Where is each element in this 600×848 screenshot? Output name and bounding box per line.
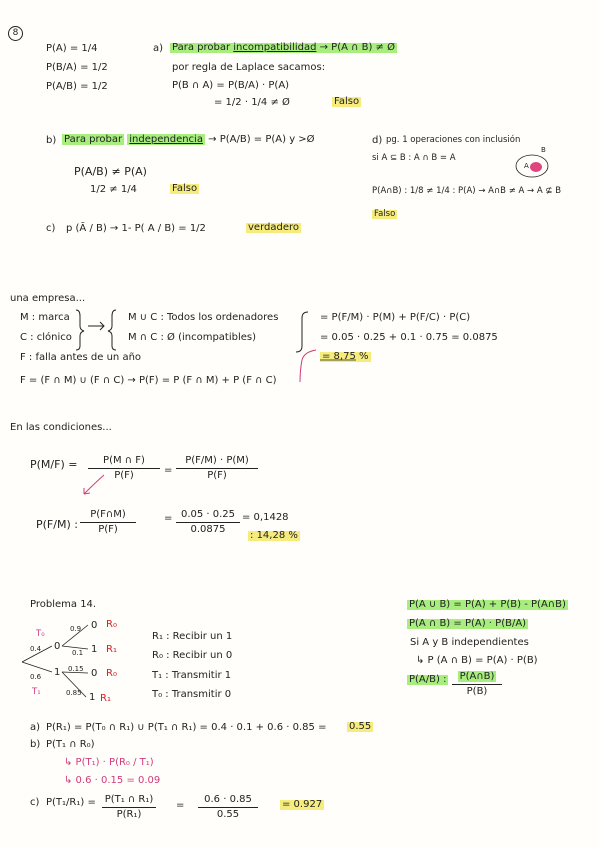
part-b-line1: P(A/B) ≠ P(A) bbox=[74, 165, 147, 178]
cond-fraction4-den: 0.0875 bbox=[190, 524, 226, 535]
part-a-line2: P(B ∩ A) = P(B/A) · P(A) bbox=[172, 80, 290, 91]
part-d-line1: si A ⊆ B : A ∩ B = A bbox=[372, 153, 456, 163]
cond-fraction1-den: P(F) bbox=[114, 470, 134, 481]
cond-fraction2 bbox=[176, 456, 258, 481]
cond-fraction1 bbox=[88, 456, 160, 481]
cond-fraction4 bbox=[176, 510, 240, 535]
empresa-result1: = P(F/M) · P(M) + P(F/C) · P(C) bbox=[320, 312, 471, 323]
rule-conditional-fraction bbox=[452, 672, 502, 697]
rule-intersection: P(A ∩ B) = P(A) · P(B/A) bbox=[409, 618, 527, 629]
part-d-verdict: Falso bbox=[374, 209, 396, 219]
part-d-line2: P(A∩B) : 1/8 ≠ 1/4 : P(A) → A∩B ≠ A → A ⊈ B bbox=[372, 186, 562, 196]
condiciones-title: En las condiciones... bbox=[10, 422, 112, 433]
problema14-title: Problema 14. bbox=[30, 599, 97, 610]
tree-t1: T₁ bbox=[32, 687, 41, 697]
p14-c-fraction1 bbox=[102, 795, 156, 820]
rule-conditional-lhs: P(A/B) : bbox=[409, 674, 447, 685]
legend-r0: R₀ : Recibir un 0 bbox=[152, 650, 233, 661]
cond-fraction1-num: P(M ∩ F) bbox=[103, 455, 145, 466]
part-c-label: c) bbox=[46, 223, 56, 234]
tree-node1: 1 bbox=[54, 667, 61, 678]
cond-fraction2-den: P(F) bbox=[207, 470, 227, 481]
cond-fraction3-den: P(F) bbox=[98, 524, 118, 535]
tree-p-t0: 0.4 bbox=[30, 645, 42, 653]
part-b-heading bbox=[62, 135, 315, 145]
part-b-verdict: Falso bbox=[172, 183, 198, 194]
empresa-result3: = 8,75 % bbox=[322, 351, 369, 362]
cond-lhs2: P(F/M) : bbox=[36, 518, 78, 531]
p14-a-line: P(R₁) = P(T₀ ∩ R₁) ∪ P(T₁ ∩ R₁) = 0.4 · 0.1 + 0.6 · 0.85 = bbox=[46, 722, 327, 733]
tree-leaf10: 0 bbox=[91, 668, 98, 679]
empresa-formula: F = (F ∩ M) ∪ (F ∩ C) → P(F) = P (F ∩ M) + P (F ∩ C) bbox=[20, 375, 277, 386]
p14-c-num: P(T₁ ∩ R₁) bbox=[104, 794, 154, 805]
cond-fraction3 bbox=[80, 510, 136, 535]
venn-label-outer: B bbox=[541, 146, 546, 154]
venn-label-inner: A bbox=[524, 162, 529, 170]
def-c: C : clónico bbox=[20, 332, 72, 343]
cond-fraction3-num: P(F∩M) bbox=[90, 509, 126, 520]
legend-t0: T₀ : Transmitir 0 bbox=[152, 689, 232, 700]
cond-fraction4-result: = 0,1428 bbox=[242, 512, 289, 523]
tree-b11: 0.85 bbox=[66, 689, 82, 697]
p14-a-label: a) bbox=[30, 722, 41, 733]
cond-result-value: 14,28 % bbox=[256, 530, 298, 541]
tree-t0: T₀ bbox=[36, 629, 45, 639]
p14-b-label: b) bbox=[30, 739, 41, 750]
cond-lhs: P(M/F) = bbox=[30, 458, 78, 471]
legend-t1: T₁ : Transmitir 1 bbox=[152, 670, 232, 681]
part-b-heading-post: → P(A/B) = P(A) y >Ø bbox=[208, 134, 315, 145]
part-d-heading: pg. 1 operaciones con inclusión bbox=[386, 135, 521, 145]
part-a-heading bbox=[170, 43, 397, 53]
tree-b01: 0.1 bbox=[72, 649, 84, 657]
given-pba: P(B/A) = 1/2 bbox=[46, 62, 108, 73]
part-b-line2: 1/2 ≠ 1/4 bbox=[90, 184, 137, 195]
def-m: M : marca bbox=[20, 312, 70, 323]
p14-b-line: P(T₁ ∩ R₀) bbox=[46, 739, 95, 750]
tree-b00: 0.9 bbox=[70, 625, 82, 633]
part-c-verdict: verdadero bbox=[248, 222, 299, 233]
part-a-heading-underlined: incompatibilidad bbox=[233, 42, 317, 53]
part-a-verdict: Falso bbox=[334, 96, 360, 107]
cond-equals2: = bbox=[164, 513, 173, 524]
p14-a-result: 0.55 bbox=[349, 721, 372, 732]
p14-c-result: = 0.927 bbox=[282, 799, 323, 810]
part-c-line: p (Ā / B) → 1- P( A / B) = 1/2 bbox=[66, 223, 206, 234]
tree-r00: R₀ bbox=[106, 619, 117, 630]
part-b-label: b) bbox=[46, 135, 57, 146]
case-union: M ∪ C : Todos los ordenadores bbox=[128, 312, 279, 323]
p14-c-den2: 0.55 bbox=[216, 809, 240, 820]
p14-c-den: P(R₁) bbox=[116, 809, 142, 820]
p14-c-fraction2 bbox=[198, 795, 258, 820]
tree-p-t1: 0.6 bbox=[30, 673, 42, 681]
rule-independence-formula: ↳ P (A ∩ B) = P(A) · P(B) bbox=[416, 655, 538, 666]
part-b-heading-pre: Para probar bbox=[64, 134, 123, 145]
tree-r11: R₁ bbox=[100, 693, 111, 704]
tree-b10: 0.15 bbox=[68, 665, 84, 673]
empresa-result2: = 0.05 · 0.25 + 0.1 · 0.75 = 0.0875 bbox=[320, 332, 498, 343]
tree-leaf01: 1 bbox=[91, 644, 98, 655]
part-a-heading-post: → P(A ∩ B) ≠ Ø bbox=[319, 42, 395, 53]
part-b-heading-underlined: independencia bbox=[129, 134, 203, 145]
cond-fraction4-num: 0.05 · 0.25 bbox=[180, 509, 236, 520]
p14-c-label: c) bbox=[30, 797, 40, 808]
part-a-heading-pre: Para probar bbox=[172, 42, 231, 53]
tree-node0: 0 bbox=[54, 641, 61, 652]
p14-c-lhs: P(T₁/R₁) = bbox=[46, 797, 96, 808]
empresa-title: una empresa... bbox=[10, 293, 86, 304]
tree-r10: R₀ bbox=[106, 668, 117, 679]
part-a-line1: por regla de Laplace sacamos: bbox=[172, 62, 326, 73]
rule-conditional-den: P(B) bbox=[466, 686, 488, 697]
rule-union: P(A ∪ B) = P(A) + P(B) - P(A∩B) bbox=[409, 599, 566, 610]
p14-c-num2: 0.6 · 0.85 bbox=[204, 794, 252, 805]
p14-c-equals: = bbox=[176, 800, 185, 811]
case-intersection: M ∩ C : Ø (incompatibles) bbox=[128, 332, 257, 343]
part-a-label: a) bbox=[153, 43, 164, 54]
tree-r01: R₁ bbox=[106, 644, 117, 655]
tree-leaf00: 0 bbox=[91, 620, 98, 631]
cond-result-colon: : bbox=[250, 530, 257, 541]
cond-result bbox=[248, 531, 300, 541]
venn-diagram bbox=[516, 155, 548, 177]
cond-fraction2-num: P(F/M) · P(M) bbox=[185, 455, 249, 466]
rule-independence: Si A y B independientes bbox=[410, 637, 529, 648]
p14-b-sub1: ↳ P(T₁) · P(R₀ / T₁) bbox=[64, 757, 154, 768]
part-d-label: d) bbox=[372, 135, 383, 146]
rule-conditional-num: P(A∩B) bbox=[459, 671, 495, 682]
part-a-line3: = 1/2 · 1/4 ≠ Ø bbox=[214, 97, 290, 108]
given-pab: P(A/B) = 1/2 bbox=[46, 81, 108, 92]
tree-leaf11: 1 bbox=[89, 692, 96, 703]
problem-number: 8 bbox=[8, 26, 23, 41]
given-pa: P(A) = 1/4 bbox=[46, 43, 98, 54]
p14-b-sub2: ↳ 0.6 · 0.15 = 0.09 bbox=[64, 775, 161, 786]
cond-equals: = bbox=[164, 465, 173, 476]
def-f: F : falla antes de un año bbox=[20, 352, 142, 363]
legend-r1: R₁ : Recibir un 1 bbox=[152, 631, 233, 642]
